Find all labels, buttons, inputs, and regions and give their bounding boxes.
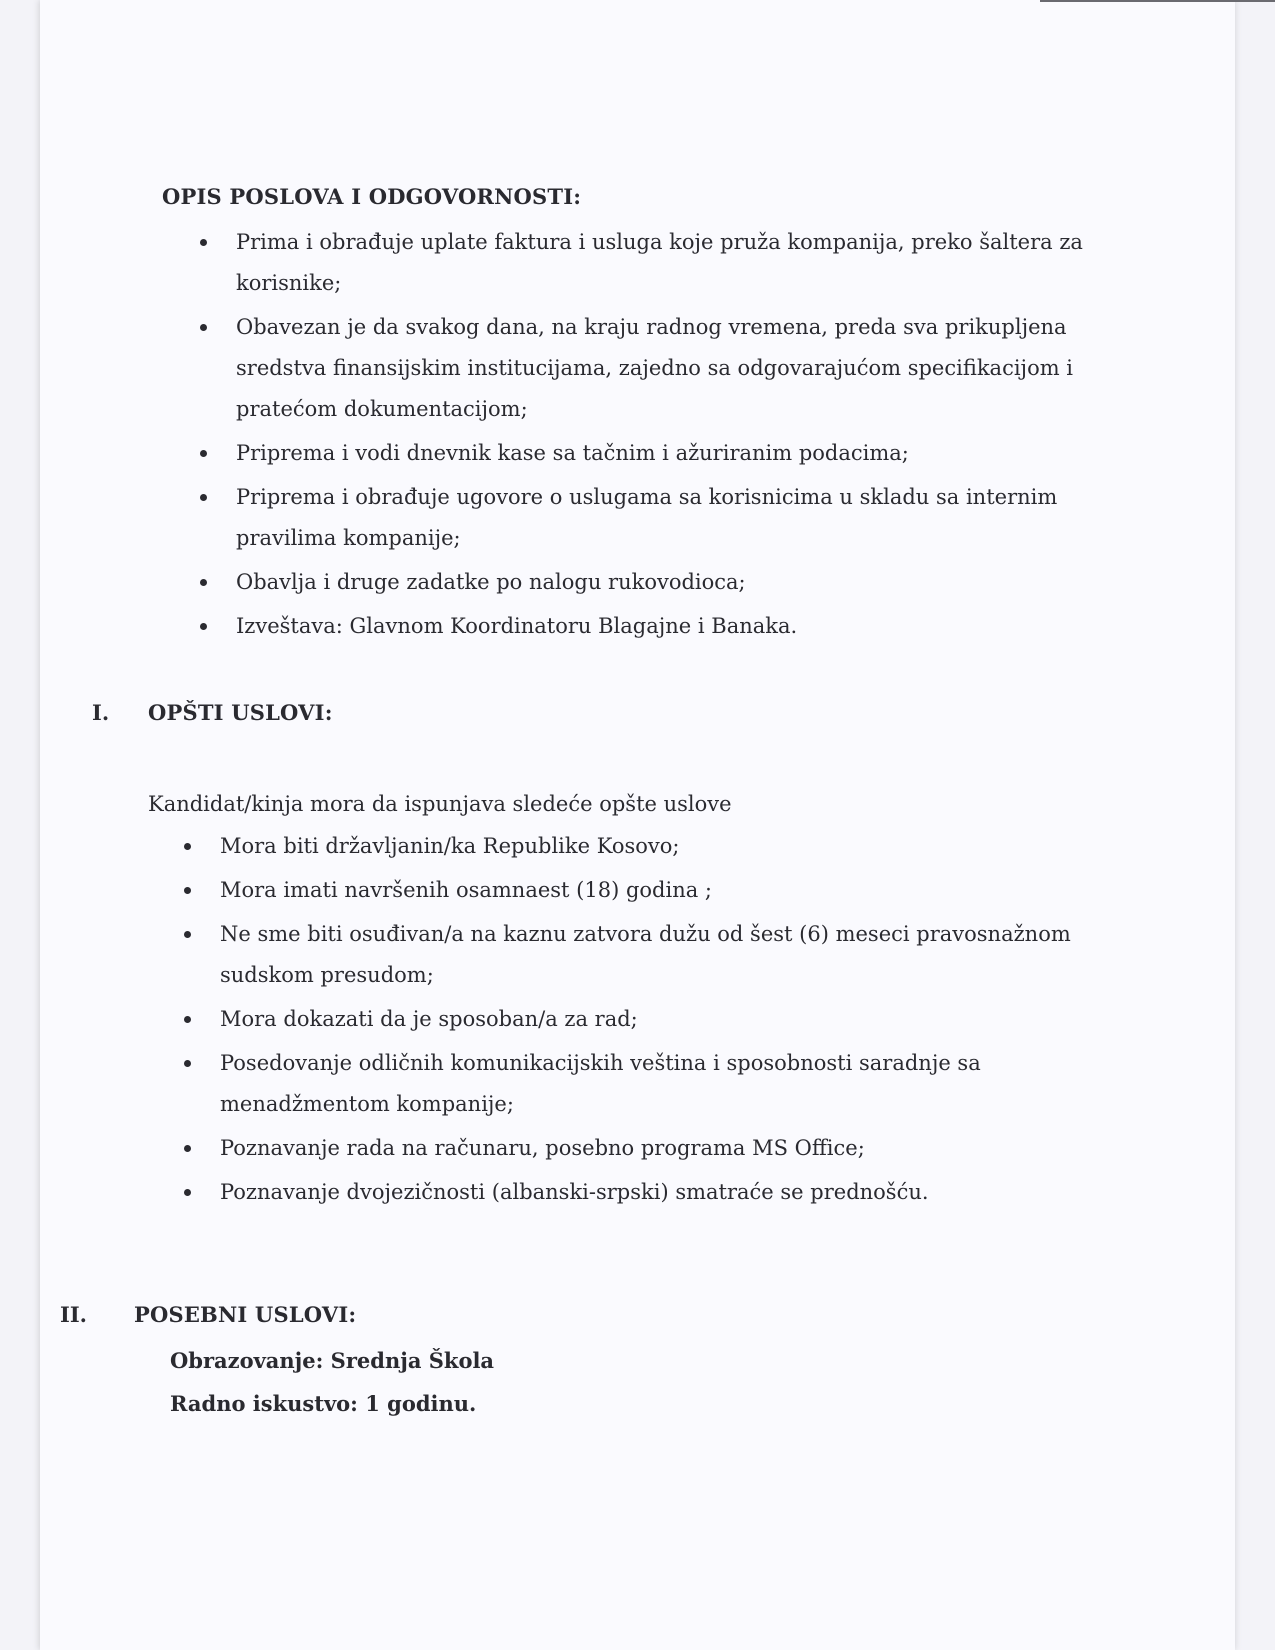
list-item: Prima i obrađuje uplate faktura i usluga koje pruža kompanija, preko šaltera za korisnike; bbox=[200, 222, 1120, 304]
list-item: Poznavanje rada na računaru, posebno programa MS Office; bbox=[184, 1128, 1114, 1169]
bullet-icon bbox=[200, 450, 207, 457]
bullet-icon bbox=[200, 324, 207, 331]
bullet-icon bbox=[184, 931, 191, 938]
duties-list bbox=[200, 222, 1120, 650]
list-item: Mora imati navršenih osamnaest (18) godina ; bbox=[184, 870, 1114, 911]
list-item: Obavezan je da svakog dana, na kraju radnog vremena, preda sva prikupljena sredstva finansijskim institucijama, zajedno sa odgovarajućom specifikacijom i pratećom dokumentacijom; bbox=[200, 307, 1120, 430]
bullet-icon bbox=[200, 239, 207, 246]
general-conditions-intro: Kandidat/kinja mora da ispunjava sledeće opšte uslove bbox=[148, 792, 732, 816]
experience-requirement: Radno iskustvo: 1 godinu. bbox=[170, 1391, 477, 1416]
bullet-icon bbox=[184, 1060, 191, 1067]
section-numeral-ii: II. bbox=[60, 1302, 87, 1327]
bullet-icon bbox=[184, 887, 191, 894]
bullet-icon bbox=[200, 494, 207, 501]
list-item: Poznavanje dvojezičnosti (albanski-srpski) smatraće se prednošću. bbox=[184, 1172, 1114, 1213]
bullet-icon bbox=[200, 623, 207, 630]
list-item: Obavlja i druge zadatke po nalogu rukovodioca; bbox=[200, 562, 1120, 603]
list-item: Ne sme biti osuđivan/a na kaznu zatvora dužu od šest (6) meseci pravosnažnom sudskom presudom; bbox=[184, 914, 1114, 996]
bullet-icon bbox=[184, 1145, 191, 1152]
special-conditions-heading: POSEBNI USLOVI: bbox=[134, 1302, 357, 1327]
general-conditions-list bbox=[184, 826, 1114, 1216]
list-item: Mora dokazati da je sposoban/a za rad; bbox=[184, 999, 1114, 1040]
list-item: Posedovanje odličnih komunikacijskih veština i sposobnosti saradnje sa menadžmentom kompanije; bbox=[184, 1043, 1114, 1125]
list-item: Mora biti državljanin/ka Republike Kosovo; bbox=[184, 826, 1114, 867]
bullet-icon bbox=[184, 843, 191, 850]
list-item: Priprema i vodi dnevnik kase sa tačnim i ažuriranim podacima; bbox=[200, 433, 1120, 474]
list-item: Priprema i obrađuje ugovore o uslugama sa korisnicima u skladu sa internim pravilima kompanije; bbox=[200, 477, 1120, 559]
bullet-icon bbox=[200, 579, 207, 586]
bullet-icon bbox=[184, 1016, 191, 1023]
section-numeral-i: I. bbox=[92, 700, 110, 725]
general-conditions-heading: OPŠTI USLOVI: bbox=[148, 700, 333, 725]
list-item: Izveštava: Glavnom Koordinatoru Blagajne i Banaka. bbox=[200, 606, 1120, 647]
education-requirement: Obrazovanje: Srednja Škola bbox=[170, 1348, 495, 1373]
duties-heading: OPIS POSLOVA I ODGOVORNOSTI: bbox=[162, 184, 582, 209]
bullet-icon bbox=[184, 1189, 191, 1196]
